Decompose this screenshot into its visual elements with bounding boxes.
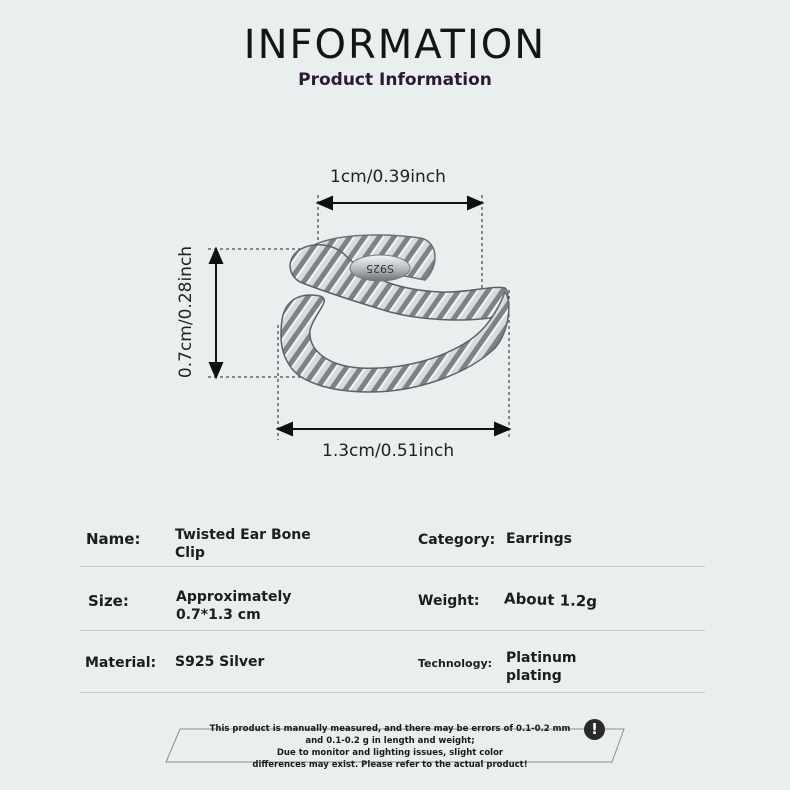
- notice-line: differences may exist. Please refer to the actual product!: [252, 760, 528, 770]
- weight-label: Weight:: [418, 593, 480, 609]
- exclamation-icon: !: [584, 719, 605, 740]
- name-label: Name:: [86, 530, 141, 548]
- notice-line: This product is manually measured, and there may be errors of 0.1-0.2 mm: [209, 724, 571, 734]
- size-label: Size:: [88, 592, 129, 610]
- size-value: Approximately 0.7*1.3 cm: [176, 589, 292, 623]
- technology-value: Platinum plating: [506, 650, 577, 684]
- name-value: Twisted Ear Bone Clip: [175, 527, 311, 561]
- disclaimer-notice: [200, 723, 580, 771]
- length-dimension-label: 1.3cm/0.51inch: [322, 441, 455, 461]
- technology-label: Technology:: [418, 657, 493, 670]
- row-divider: [80, 692, 705, 693]
- notice-line: Due to monitor and lighting issues, slight color: [276, 748, 504, 758]
- weight-value: About 1.2g: [503, 589, 598, 611]
- row-divider: [80, 630, 705, 631]
- row-divider: [80, 566, 705, 567]
- notice-line: and 0.1-0.2 g in length and weight;: [305, 736, 475, 746]
- page-title: INFORMATION: [243, 22, 547, 68]
- material-value: S925 Silver: [175, 654, 265, 670]
- width-dimension-label: 1cm/0.39inch: [330, 167, 446, 187]
- material-label: Material:: [85, 655, 157, 671]
- page-subtitle: Product Information: [298, 70, 492, 90]
- category-label: Category:: [418, 532, 496, 548]
- category-value: Earrings: [506, 531, 572, 547]
- ear-cuff-image: [281, 235, 509, 392]
- engraving-mark: S925: [366, 262, 394, 275]
- height-dimension-label: 0.7cm/0.28inch: [176, 245, 196, 379]
